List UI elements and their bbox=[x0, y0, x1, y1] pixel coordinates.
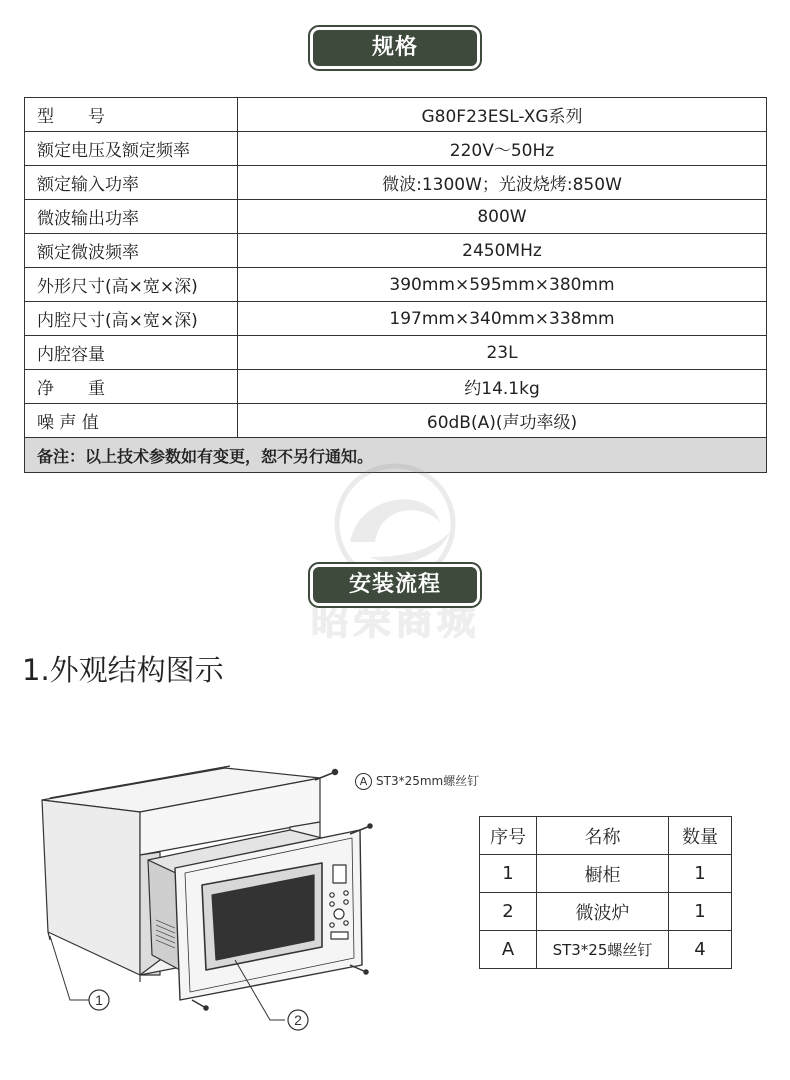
parts-qty: 4 bbox=[669, 931, 732, 969]
installation-diagram bbox=[30, 760, 470, 1050]
spec-value: 390mm×595mm×380mm bbox=[238, 268, 767, 302]
parts-header: 序号 bbox=[480, 817, 537, 855]
spec-value: 800W bbox=[238, 200, 767, 234]
spec-row bbox=[25, 302, 767, 336]
spec-label: 型 号 bbox=[25, 98, 238, 132]
spec-table bbox=[24, 97, 767, 473]
spec-label: 内腔容量 bbox=[25, 336, 238, 370]
parts-name: 橱柜 bbox=[537, 855, 669, 893]
watermark-text: 昭荣商城 bbox=[310, 599, 479, 643]
parts-header: 名称 bbox=[537, 817, 669, 855]
spec-label: 净 重 bbox=[25, 370, 238, 404]
spec-row bbox=[25, 370, 767, 404]
spec-label: 外形尺寸(高×宽×深) bbox=[25, 268, 238, 302]
spec-section-badge: 规格 bbox=[310, 27, 480, 69]
spec-value: 220V～50Hz bbox=[238, 132, 767, 166]
spec-value: 60dB(A)(声功率级) bbox=[238, 404, 767, 438]
parts-header-row bbox=[480, 817, 732, 855]
parts-qty: 1 bbox=[669, 893, 732, 931]
parts-name: ST3*25螺丝钉 bbox=[537, 931, 669, 969]
spec-row bbox=[25, 166, 767, 200]
spec-value: 197mm×340mm×338mm bbox=[238, 302, 767, 336]
screw-marker: A bbox=[355, 773, 372, 790]
spec-row bbox=[25, 98, 767, 132]
parts-header: 数量 bbox=[669, 817, 732, 855]
spec-label: 内腔尺寸(高×宽×深) bbox=[25, 302, 238, 336]
spec-label: 噪 声 值 bbox=[25, 404, 238, 438]
spec-value: 约14.1kg bbox=[238, 370, 767, 404]
parts-no: A bbox=[480, 931, 537, 969]
spec-row bbox=[25, 336, 767, 370]
spec-row bbox=[25, 132, 767, 166]
spec-row bbox=[25, 268, 767, 302]
spec-value: 23L bbox=[238, 336, 767, 370]
spec-note: 备注：以上技术参数如有变更，恕不另行通知。 bbox=[25, 438, 767, 473]
screw-legend bbox=[355, 772, 479, 790]
section-title: 1.外观结构图示 bbox=[22, 653, 224, 687]
cabinet-side bbox=[42, 800, 140, 975]
parts-no: 2 bbox=[480, 893, 537, 931]
parts-name: 微波炉 bbox=[537, 893, 669, 931]
watermark-logo bbox=[290, 462, 500, 642]
spec-value: 微波:1300W；光波烧烤:850W bbox=[238, 166, 767, 200]
install-section-badge: 安装流程 bbox=[310, 564, 480, 606]
parts-no: 1 bbox=[480, 855, 537, 893]
spec-row bbox=[25, 404, 767, 438]
spec-row bbox=[25, 234, 767, 268]
parts-qty: 1 bbox=[669, 855, 732, 893]
screw-legend-text: ST3*25mm螺丝钉 bbox=[376, 774, 480, 788]
spec-label: 额定输入功率 bbox=[25, 166, 238, 200]
callout-2-label: 2 bbox=[294, 1012, 302, 1028]
parts-row bbox=[480, 931, 732, 969]
spec-value: 2450MHz bbox=[238, 234, 767, 268]
control-display bbox=[333, 865, 346, 883]
spec-note-row bbox=[25, 438, 767, 473]
spec-row bbox=[25, 200, 767, 234]
control-knob bbox=[334, 909, 344, 919]
spec-value: G80F23ESL-XG系列 bbox=[238, 98, 767, 132]
parts-row bbox=[480, 855, 732, 893]
spec-label: 微波输出功率 bbox=[25, 200, 238, 234]
spec-label: 额定微波频率 bbox=[25, 234, 238, 268]
parts-table bbox=[479, 816, 732, 969]
parts-row bbox=[480, 893, 732, 931]
spec-label: 额定电压及额定频率 bbox=[25, 132, 238, 166]
callout-1-label: 1 bbox=[95, 992, 103, 1008]
